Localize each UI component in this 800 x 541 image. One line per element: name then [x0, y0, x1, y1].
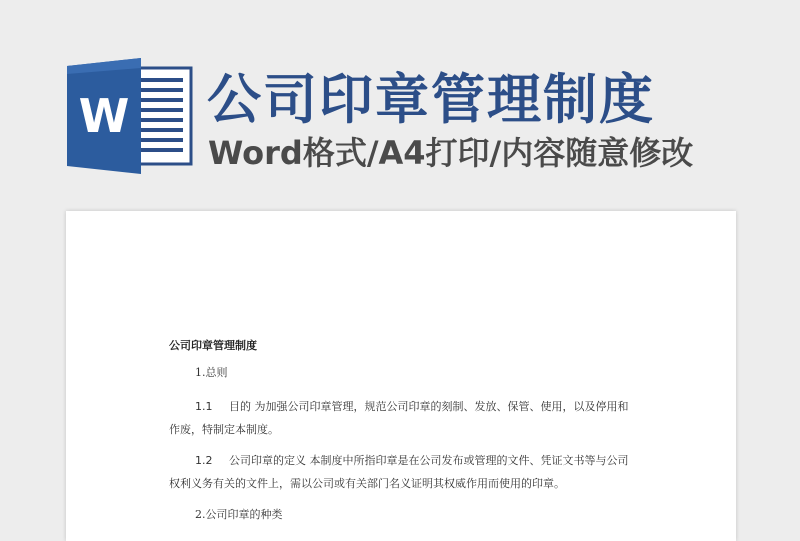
clause-number: 1.2: [195, 454, 213, 467]
clause-text: 目的 为加强公司印章管理，规范公司印章的刻制、发放、保管、使用，以及停用和: [229, 400, 629, 413]
logo-letter: W: [78, 89, 130, 143]
banner-title: 公司印章管理制度: [207, 68, 655, 131]
banner-subtitle: Word格式/A4打印/内容随意修改: [208, 134, 694, 172]
section-text: 2.公司印章的种类: [195, 508, 283, 521]
clause-1-1-continued: [169, 423, 279, 437]
section-seal-types: [169, 508, 283, 522]
section-general: [169, 366, 228, 380]
clause-1-2-continued: [169, 477, 565, 491]
clause-number: 1.1: [195, 400, 213, 413]
section-text: 1.总则: [195, 366, 228, 379]
clause-1-1: [169, 400, 629, 414]
clause-text: 公司印章的定义 本制度中所指印章是在公司发布或管理的文件、凭证文书等与公司: [229, 454, 629, 467]
word-logo-icon: [67, 58, 193, 174]
clause-text: 作废，特制定本制度。: [169, 423, 279, 436]
clause-text: 权利义务有关的文件上，需以公司或有关部门名义证明其权威作用而使用的印章。: [169, 477, 565, 490]
clause-1-2: [169, 454, 629, 468]
document-heading: 公司印章管理制度: [169, 339, 257, 352]
banner: [0, 0, 800, 200]
document-page: [66, 211, 736, 541]
